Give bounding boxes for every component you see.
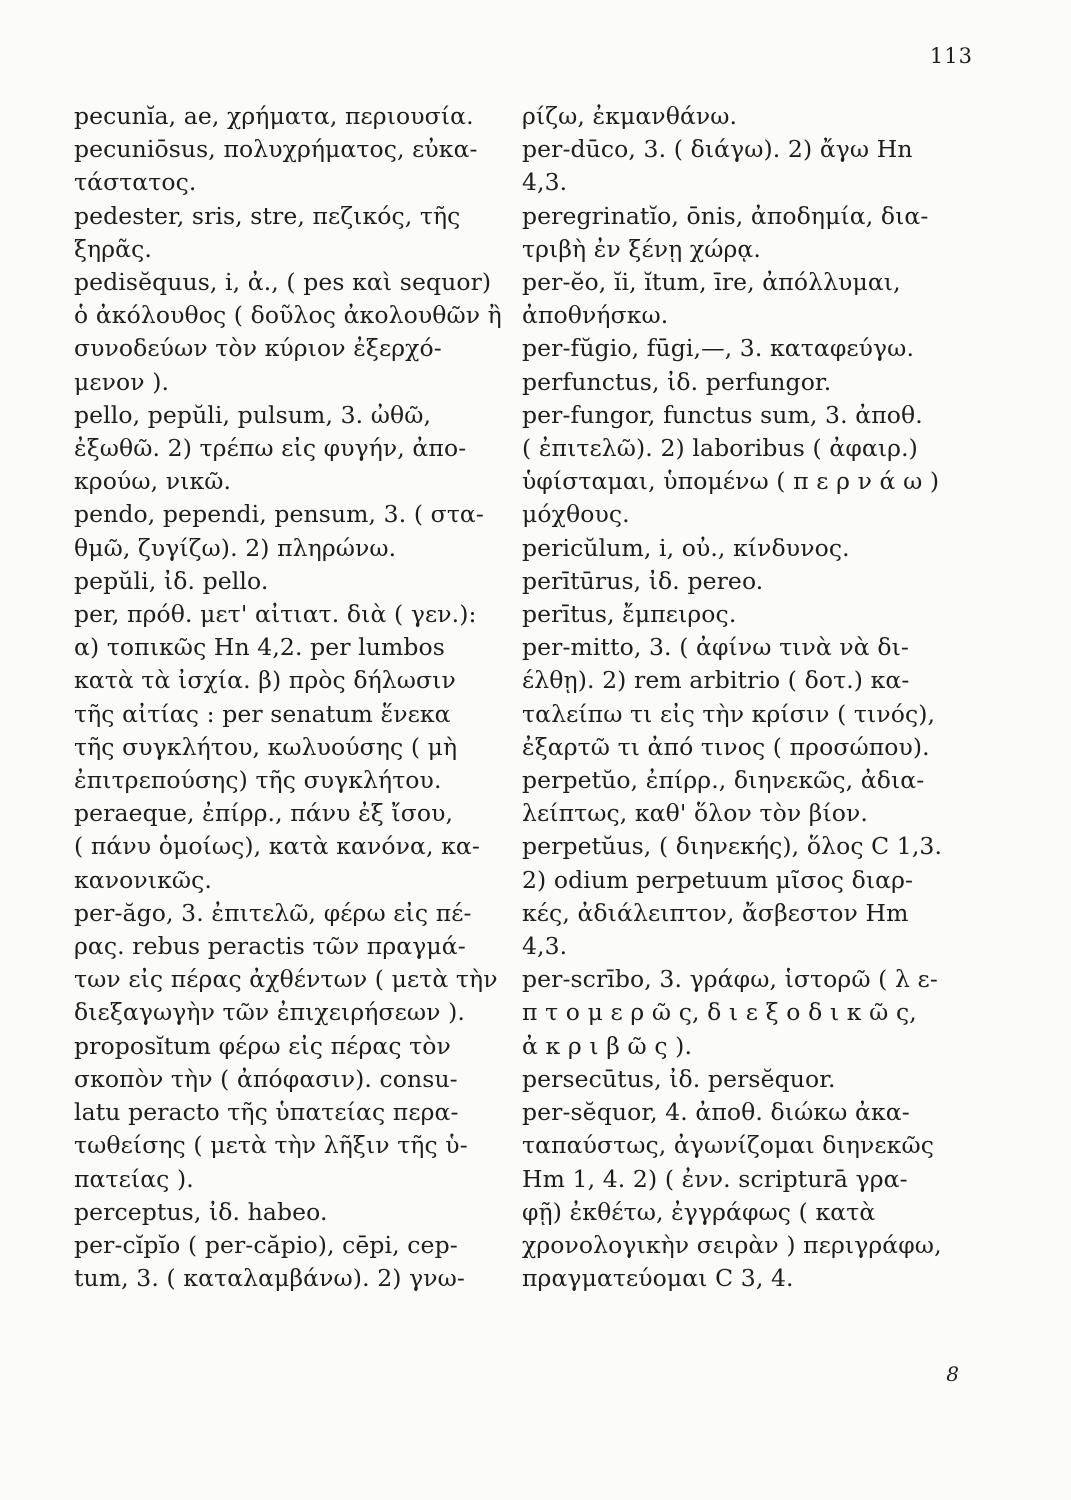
dictionary-line: μενον ). <box>74 367 170 396</box>
dictionary-line: pecuniōsus, πολυχρήματος, εὐκα- <box>74 135 478 164</box>
left-column <box>74 100 514 1295</box>
dictionary-line: perītus, ἔμπειρος. <box>522 600 737 629</box>
dictionary-line: μόχθους. <box>522 500 630 529</box>
dictionary-line: pendo, pependi, pensum, 3. ( στα- <box>74 500 484 529</box>
dictionary-line: pepŭli, ἰδ. pello. <box>74 566 269 595</box>
dictionary-line: ὑφίσταμαι, ὑπομένω ( π ε ρ ν ά ω ) <box>522 467 940 496</box>
dictionary-line: perpetŭus, ( διηνεκής), ὅλος C 1,3. <box>522 832 943 861</box>
dictionary-line: ἐξωθῶ. 2) τρέπω εἰς φυγήν, ἀπο- <box>74 434 467 463</box>
dictionary-line: σκοπὸν τὴν ( ἀπόφασιν). consu- <box>74 1064 458 1093</box>
dictionary-line: ὁ ἀκόλουθος ( δοῦλος ἀκολουθῶν ἢ <box>74 301 502 330</box>
dictionary-line: ρίζω, ἐκμανθάνω. <box>522 102 738 130</box>
dictionary-line: χρονολογικὴν σειρὰν ) περιγράφω, <box>522 1230 942 1259</box>
dictionary-line: 2) odium perpetuum μῖσος διαρ- <box>522 865 914 894</box>
dictionary-line: θμῶ, ζυγίζω). 2) πληρώνω. <box>74 533 397 562</box>
dictionary-line: per-dūco, 3. ( διάγω). 2) ἄγω Hn <box>522 135 913 164</box>
dictionary-line: φῇ) ἐκθέτω, ἐγγράφως ( κατὰ <box>522 1197 876 1226</box>
dictionary-line: perītūrus, ἰδ. pereo. <box>522 566 764 595</box>
dictionary-line: 4,3. <box>522 932 568 961</box>
dictionary-line: τάστατος. <box>74 168 197 197</box>
dictionary-line: πραγματεύομαι C 3, 4. <box>522 1264 794 1293</box>
right-column <box>522 100 982 1295</box>
dictionary-line: τῆς αἰτίας : per senatum ἕνεκα <box>74 699 451 728</box>
dictionary-line: έλθῃ). 2) rem arbitrio ( δοτ.) κα- <box>522 666 910 695</box>
dictionary-line: κανονικῶς. <box>74 865 212 894</box>
dictionary-line: pello, pepŭli, pulsum, 3. ὠθῶ, <box>74 400 432 429</box>
dictionary-line: διεξαγωγὴν τῶν ἐπιχειρήσεων ). <box>74 998 465 1027</box>
dictionary-line: π τ ο μ ε ρ ῶ ς, δ ι ε ξ ο δ ι κ ῶ ς, <box>522 998 917 1027</box>
dictionary-line: ἀποθνήσκω. <box>522 301 669 330</box>
dictionary-line: τωθείσης ( μετὰ τὴν λῆξιν τῆς ὑ- <box>74 1131 468 1160</box>
dictionary-line: ταπαύστως, ἀγωνίζομαι διηνεκῶς <box>522 1131 934 1160</box>
dictionary-line: πατείας ). <box>74 1164 194 1193</box>
dictionary-line: ( πάνυ ὁμοίως), κατὰ κανόνα, κα- <box>74 832 480 861</box>
dictionary-line: per-scrībo, 3. γράφω, ἱστορῶ ( λ ε- <box>522 965 938 994</box>
dictionary-line: tum, 3. ( καταλαμβάνω). 2) γνω- <box>74 1264 465 1293</box>
dictionary-line: ξηρᾶς. <box>74 234 152 263</box>
dictionary-line: per-fŭgio, fūgi,—, 3. καταφεύγω. <box>522 334 915 363</box>
dictionary-line: ρας. rebus peractis τῶν πραγμά- <box>74 932 466 961</box>
dictionary-line: τριβὴ ἐν ξένῃ χώρᾳ. <box>522 234 761 263</box>
dictionary-line: pedester, sris, stre, πεζικός, τῆς <box>74 201 461 230</box>
dictionary-line: α) τοπικῶς Hn 4,2. per lumbos <box>74 633 445 662</box>
dictionary-line: perfunctus, ἰδ. perfungor. <box>522 367 832 396</box>
dictionary-line: pericŭlum, i, οὐ., κίνδυνος. <box>522 533 850 562</box>
dictionary-line: κρούω, νικῶ. <box>74 467 232 496</box>
page-number: 113 <box>929 44 973 68</box>
dictionary-line: τῆς συγκλήτου, κωλυούσης ( μὴ <box>74 732 458 761</box>
dictionary-line: των εἰς πέρας ἀχθέντων ( μετὰ τὴν <box>74 965 498 994</box>
dictionary-line: proposĭtum φέρω εἰς πέρας τὸν <box>74 1031 451 1060</box>
dictionary-line: per-mitto, 3. ( ἀφίνω τινὰ νὰ δι- <box>522 633 909 662</box>
dictionary-line: ἀ κ ρ ι β ῶ ς ). <box>522 1031 693 1060</box>
dictionary-line: persecūtus, ἰδ. persĕquor. <box>522 1064 836 1093</box>
dictionary-line: per-fungor, functus sum, 3. ἀποθ. <box>522 400 923 429</box>
dictionary-line: pecunĭa, ae, χρήματα, περιουσία. <box>74 102 474 130</box>
dictionary-line: per-sĕquor, 4. ἀποθ. διώκω ἀκα- <box>522 1098 910 1127</box>
dictionary-line: per-cĭpĭo ( per-căpio), cēpi, cep- <box>74 1230 458 1259</box>
dictionary-line: per-ĕo, ĭi, ĭtum, īre, ἀπόλλυμαι, <box>522 268 901 297</box>
dictionary-line: 4,3. <box>522 168 568 197</box>
dictionary-line: latu peracto τῆς ὑπατείας περα- <box>74 1098 459 1127</box>
dictionary-line: ἐπιτρεπούσης) τῆς συγκλήτου. <box>74 766 442 795</box>
dictionary-line: ( ἐπιτελῶ). 2) laboribus ( ἀφαιρ.) <box>522 434 918 463</box>
dictionary-line: perceptus, ἰδ. habeo. <box>74 1197 328 1226</box>
dictionary-line: ἐξαρτῶ τι ἀπό τινος ( προσώπου). <box>522 732 930 761</box>
signature-mark: 8 <box>946 1362 959 1386</box>
dictionary-line: ταλείπω τι εἰς τὴν κρίσιν ( τινός), <box>522 699 936 728</box>
dictionary-line: peregrinatĭo, ōnis, ἀποδημία, δια- <box>522 201 929 230</box>
dictionary-line: per-ăgo, 3. ἐπιτελῶ, φέρω εἰς πέ- <box>74 898 472 927</box>
dictionary-line: peraeque, ἐπίρρ., πάνυ ἐξ ἴσου, <box>74 799 454 828</box>
dictionary-line: κατὰ τὰ ἰσχία. β) πρὸς δήλωσιν <box>74 666 456 695</box>
dictionary-line: Hm 1, 4. 2) ( ἐνν. scripturā γρα- <box>522 1164 908 1193</box>
dictionary-line: συνοδεύων τὸν κύριον ἐξερχό- <box>74 334 442 363</box>
dictionary-line: pedisĕquus, i, ἀ., ( pes καὶ sequor) <box>74 268 492 297</box>
dictionary-line: per, πρόθ. μετ' αἰτιατ. διὰ ( γεν.): <box>74 600 477 629</box>
dictionary-line: perpetŭo, ἐπίρρ., διηνεκῶς, ἀδια- <box>522 766 925 795</box>
dictionary-line: κές, ἀδιάλειπτον, ἄσβεστον Hm <box>522 898 909 927</box>
dictionary-line: λείπτως, καθ' ὅλον τὸν βίον. <box>522 799 868 828</box>
